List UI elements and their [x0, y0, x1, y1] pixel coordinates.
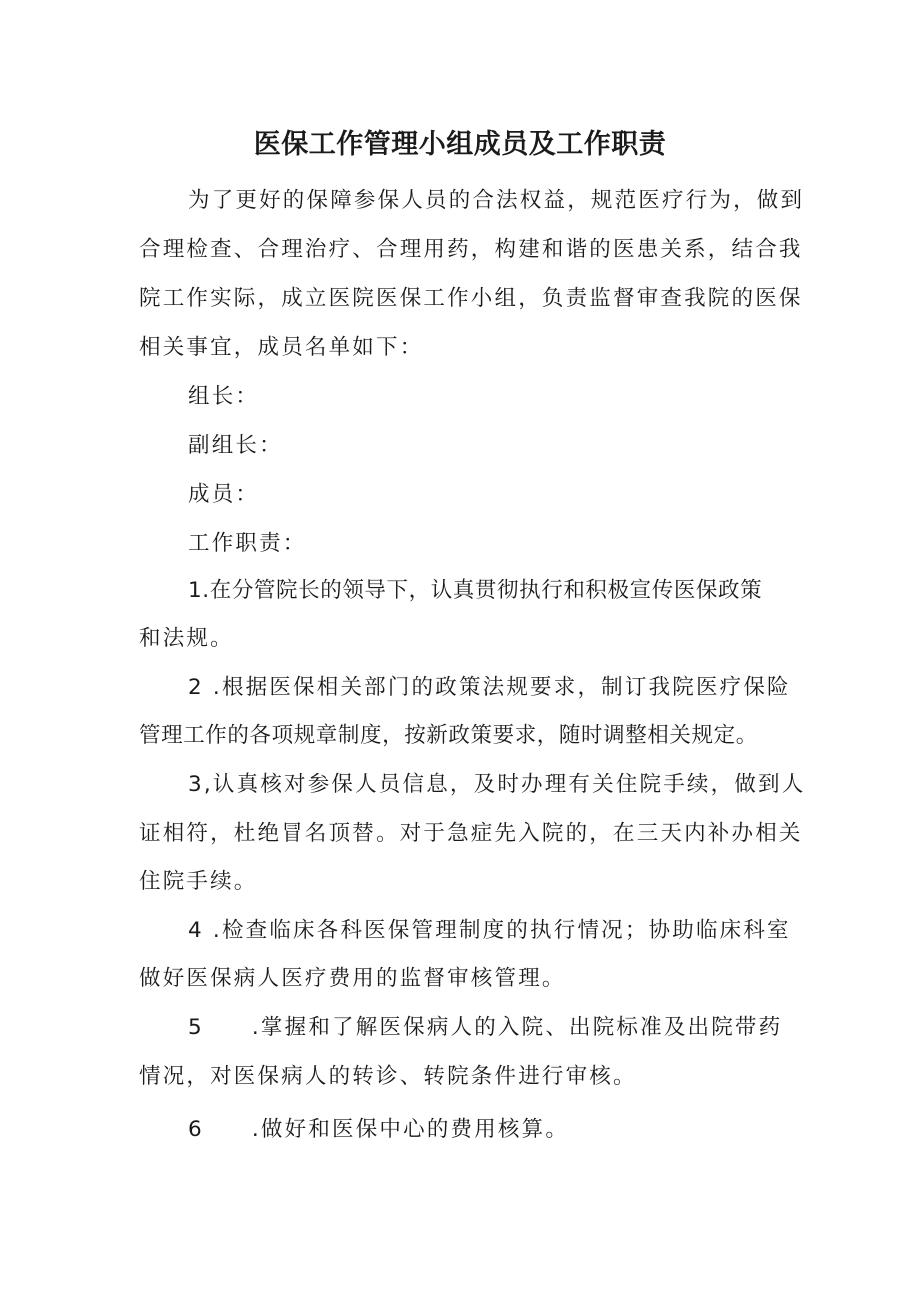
duty-6-line-1 [188, 1119, 569, 1141]
role-leader: 组长： [188, 384, 260, 409]
duty-5-line-2: 情况，对医保病人的转诊、转院条件进行审核。 [139, 1064, 637, 1089]
intro-line-2: 合理检查、合理治疗、合理用药，构建和谐的医患关系，结合我 [139, 237, 803, 262]
duty-6-number: 6 [188, 1117, 204, 1142]
duty-3-line-1: 3,认真核对参保人员信息，及时办理有关住院手续，做到人 [188, 772, 806, 797]
intro-line-1: 为了更好的保障参保人员的合法权益，规范医疗行为，做到 [188, 188, 805, 213]
role-members: 成员： [188, 482, 260, 507]
duty-5-text: .掌握和了解医保病人的入院、出院标准及出院带药 [251, 1015, 783, 1040]
intro-line-4: 相关事宜，成员名单如下： [139, 335, 424, 360]
duty-2-line-2: 管理工作的各项规章制度，按新政策要求，随时调整相关规定。 [139, 723, 758, 748]
duty-2-line-1: 2 .根据医保相关部门的政策法规要求，制订我院医疗保险 [188, 675, 791, 700]
duty-5-line-1 [188, 1017, 782, 1039]
duty-3-line-2: 证相符，杜绝冒名顶替。对于急症先入院的，在三天内补办相关 [139, 821, 803, 846]
duty-5-number: 5 [188, 1015, 204, 1040]
intro-line-3: 院工作实际，成立医院医保工作小组，负责监督审查我院的医保 [139, 286, 803, 311]
duty-1-line-1: 1.在分管院长的领导下，认真贯彻执行和积极宣传医保政策 [188, 578, 763, 603]
document-title: 医保工作管理小组成员及工作职责 [253, 129, 667, 160]
duty-6-text: .做好和医保中心的费用核算。 [251, 1117, 570, 1142]
duty-4-line-2: 做好医保病人医疗费用的监督审核管理。 [139, 966, 566, 991]
duty-1-line-2: 和法规。 [139, 626, 234, 651]
role-deputy: 副组长： [188, 433, 283, 458]
duty-3-line-3: 住院手续。 [139, 869, 258, 894]
duties-heading: 工作职责： [188, 531, 307, 556]
duty-4-line-1: 4 .检查临床各科医保管理制度的执行情况；协助临床科室 [188, 918, 791, 943]
